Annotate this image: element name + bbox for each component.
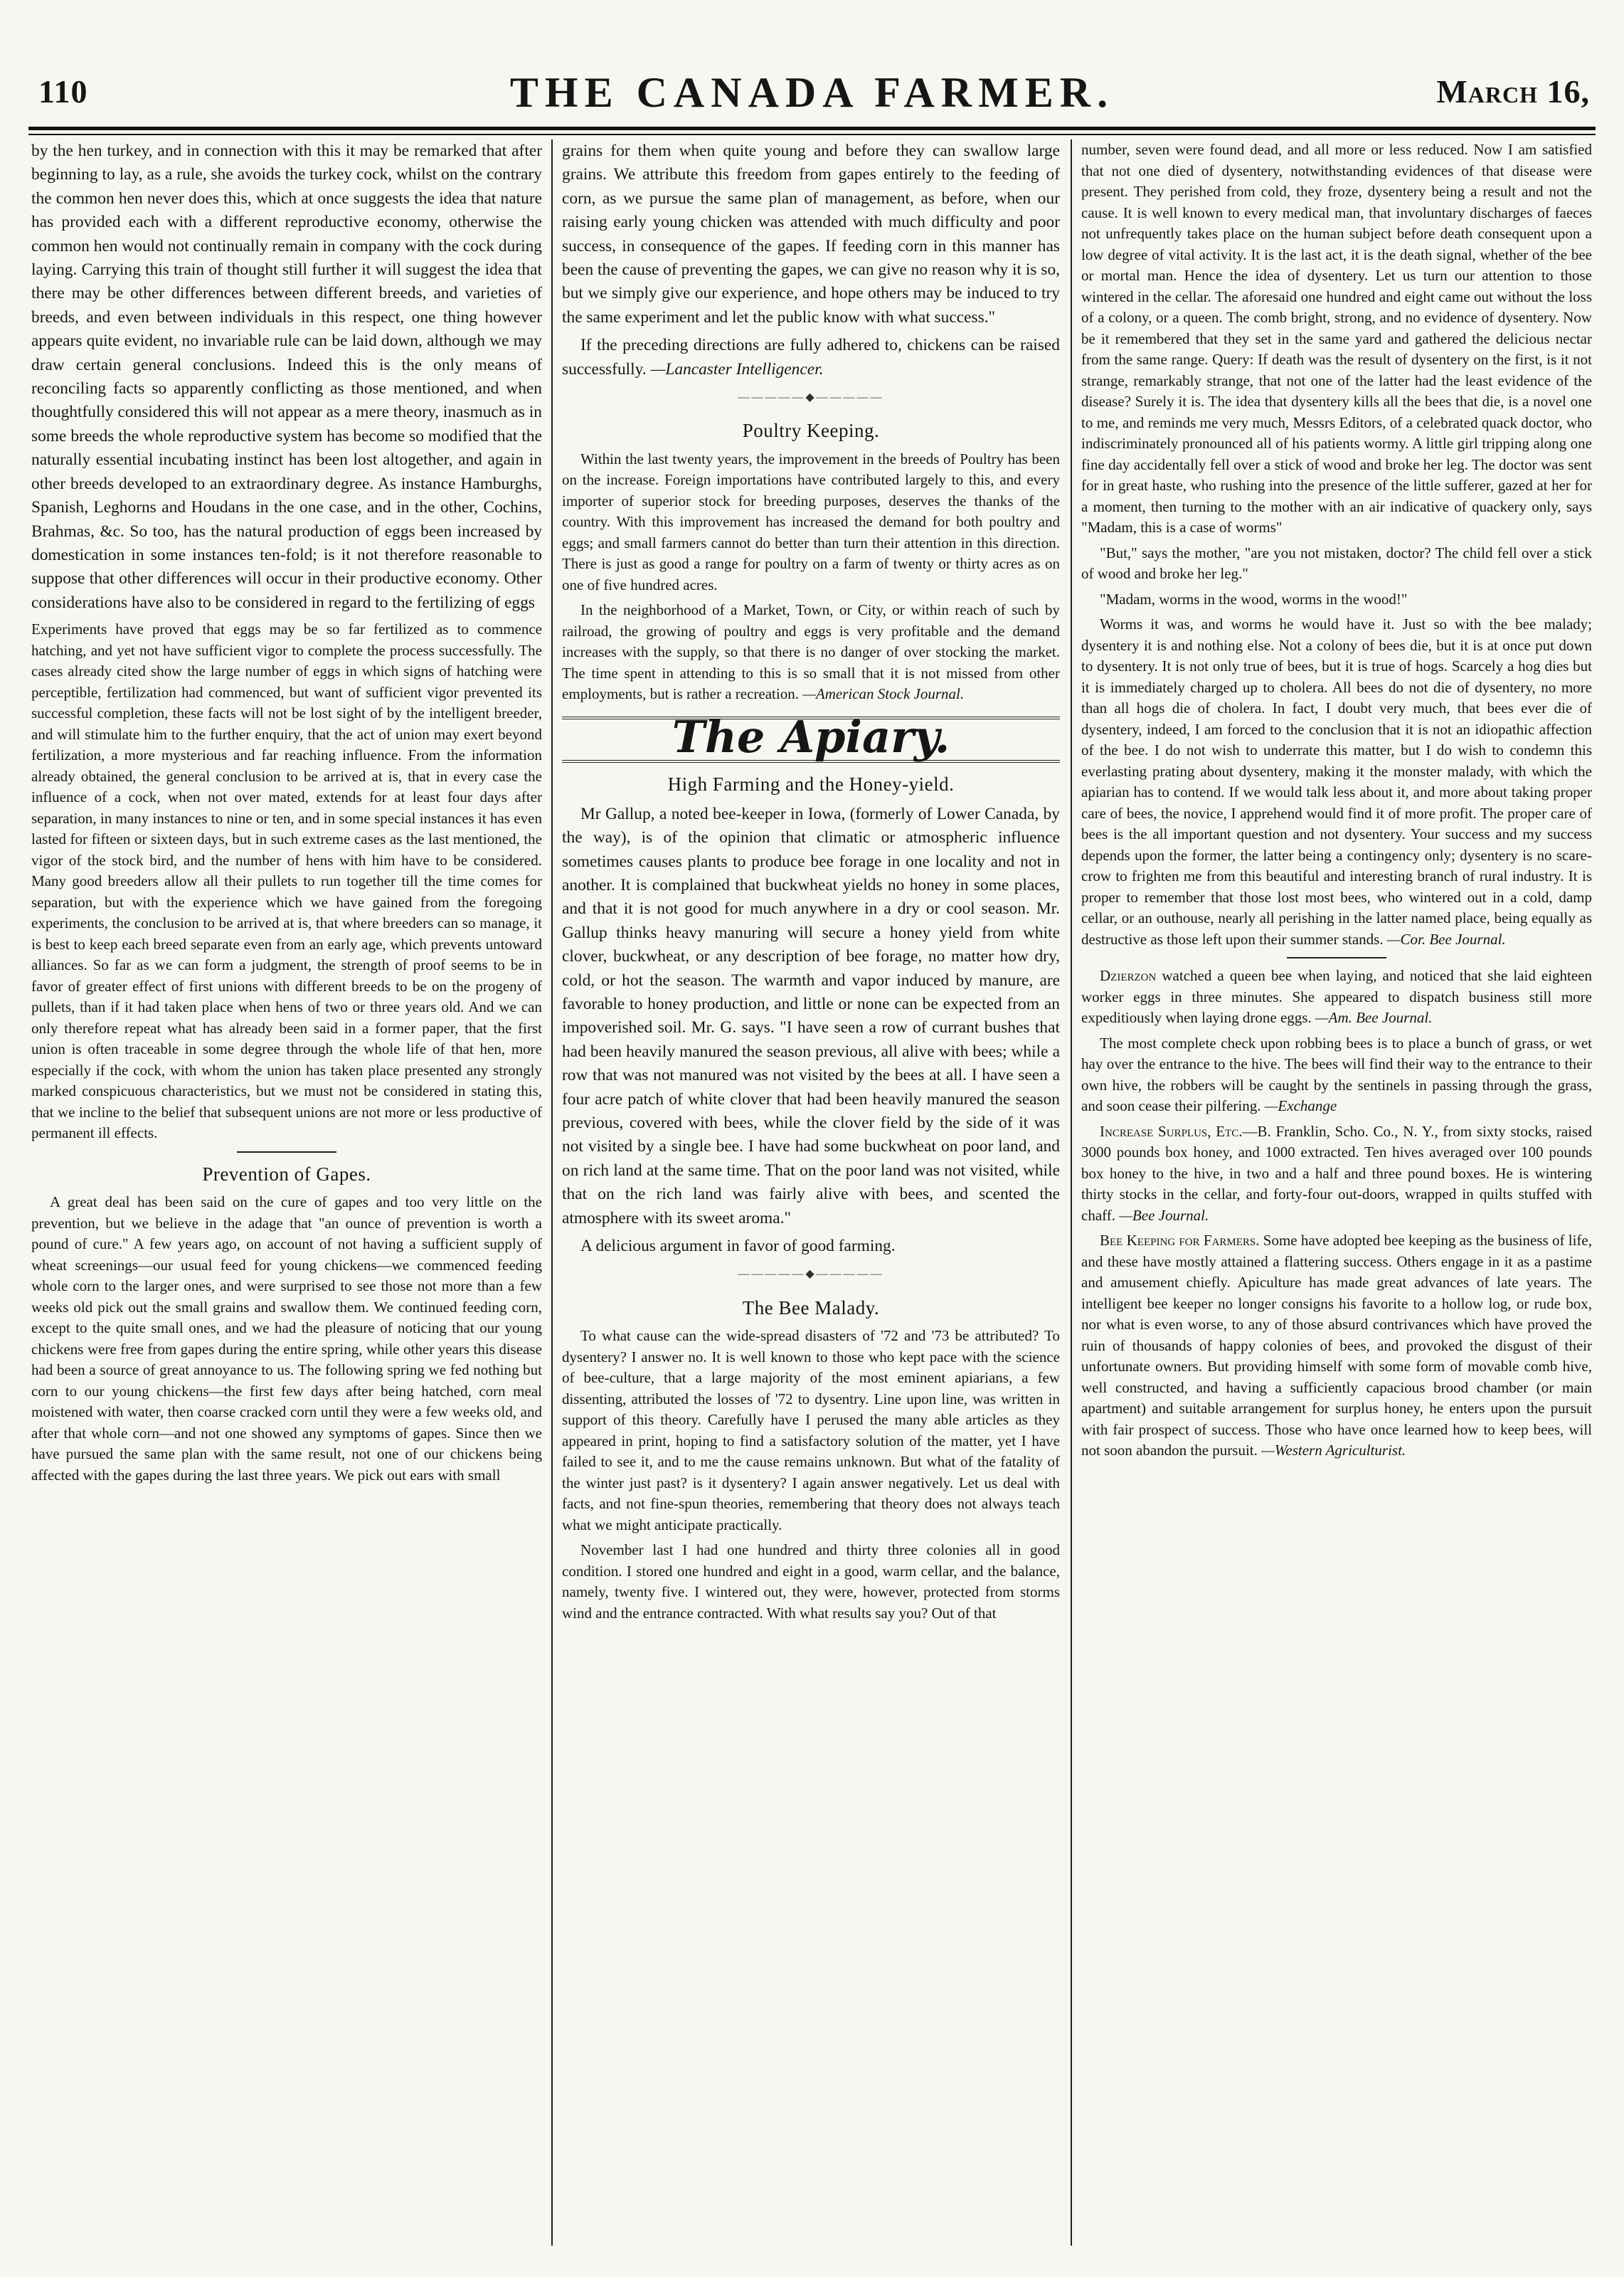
column-3 xyxy=(1081,139,1592,2246)
source-credit: —Cor. Bee Journal. xyxy=(1386,930,1506,948)
column-1 xyxy=(31,139,542,2246)
newspaper-title: THE CANADA FARMER. xyxy=(509,69,1115,116)
lead-word: Dzierzon xyxy=(1100,967,1157,984)
heading-prevention-of-gapes: Prevention of Gapes. xyxy=(202,1163,371,1185)
article-paragraph: number, seven were found dead, and all more or less reduced. Now I am satisfied that not one died of dysentery, notwithstanding evidences of that disease were present. They perished from cold, they froze, dysentery being a result and not the cause. It is well known to every medical man, that involuntary discharges of faeces not unfrequently takes place on the human subject before death consequent upon a low degree of vital activity. It is the last act, it is the death signal, whether of the bee or mortal man. Hence the idea of dysentery. Let us turn our attention to those wintered in the cellar. The aforesaid one hundred and eight came out without the loss of a colony, or a queen. The comb bright, strong, and no evidence of dysentery. Now be it remembered that they set in the same yard and gathered the delicious nectar from the same range. Query: If death was the result of dysentery on the first, is it not strange, remarkably strange, that not one of the latter had the least evidence of the disease? Surely it is. The idea that dysentery kills all the bees that die, is a novel one to me, and reminds me very much, Messrs Editors, of a celebrated quack doctor, who indiscriminately pronounced all of his patients wormy. A little girl tripping along one fine day accidentally fell over a stick of wood and broke her leg. The doctor was sent for in great haste, who rushing into the presence of the little sufferer, gazed at her for a moment, then turning to the mother with an air indicative of quackery only, says "Madam, this is a case of worms" xyxy=(1081,141,1592,536)
paragraph-text: Some have adopted bee keeping as the business of life, and these have mostly attained a flattering success. Others engage in it as a pastime and amusement chiefly. Apiculture has made great advances of late years. The intelligent bee keeper no longer consigns his favorite to a hollow log, or rude box, nor what is even worse, to any of those absurd contrivances which have proved the ruin of thousands of happy colonies of bees, and provoked the disgust of their unfortunate owners. But providing himself with some form of movable comb hive, well constructed, and having a sufficiently capacious brood chamber (or main apartment) and suitable arrangement for surplus honey, he enters upon the pursuit with fair prospect of success. Those who have once learned how to keep bees, will not soon abandon the pursuit. xyxy=(1081,1232,1592,1459)
masthead xyxy=(28,68,1596,125)
heading-high-farming: High Farming and the Honey-yield. xyxy=(667,773,955,796)
paragraph-text: —B. Franklin, Scho. Co., N. Y., from sixty stocks, raised 3000 pounds box honey, and 1000 extracted. Ten hives averaged over 100 pounds box honey to the hive, in two and a half and three pound boxes. He is wintering thirty stocks in the cellar, and forty-four out-doors, wrapped in quilts stuffed with chaff. xyxy=(1081,1122,1592,1224)
column-divider xyxy=(551,139,553,2246)
lead-word: Increase Surplus, Etc. xyxy=(1100,1122,1243,1140)
article-paragraph: grains for them when quite young and before they can swallow large grains. We attribute this freedom from gapes entirely to the feeding of corn, as we pursue the same plan of management, as before, when our raising early young chicken was attended with much difficulty and poor success, in consequence of the gapes. If feeding corn in this manner has been the cause of preventing the gapes, we can give no reason why it is so, but we simply give our experience, and hope others may be induced to try the same experiment and let the public know with what success." xyxy=(562,142,1060,327)
source-credit: —Lancaster Intelligencer. xyxy=(650,359,824,379)
paragraph-text: If the preceding directions are fully adhered to, chickens can be raised successfully. xyxy=(562,336,1060,379)
issue-date: March 16, xyxy=(1436,73,1590,110)
article-paragraph xyxy=(1081,1121,1592,1227)
source-credit: —Western Agriculturist. xyxy=(1261,1442,1406,1459)
article-paragraph xyxy=(1081,614,1592,950)
source-credit: —American Stock Journal. xyxy=(802,685,965,703)
article-paragraph xyxy=(1081,1033,1592,1117)
paragraph-text: watched a queen bee when laying, and noticed that she laid eighteen worker eggs in three minutes. She appeared to dispatch business still more expeditiously when laying drone eggs. xyxy=(1081,967,1592,1026)
page-number: 110 xyxy=(38,73,88,110)
article-paragraph xyxy=(1081,966,1592,1029)
column-2 xyxy=(562,139,1060,2246)
article-paragraph: by the hen turkey, and in connection with this it may be remarked that after beginning to lay, as a rule, she avoids the turkey cock, whilst on the contrary the common hen never does this, which at once suggests the idea that nature has provided each with a different reproductive economy, otherwise the common hen would not continually remain in company with the cock during laying. Carrying this train of thought still further it will suggest the idea that there may be other differences between different breeds, and varieties of breeds, and even between individuals in this respect, one thing however appears quite evident, no invariable rule can be laid down, although we may draw certain general conclusions. Indeed this is the only means of reconciling facts so apparently conflicting as those mentioned, and when thoughtfully considered this will not appear as a mere theory, inasmuch as in some breeds the whole reproductive system has become so modified that the naturally essential incubating instinct has been lost altogether, and again in other breeds developed to an extraordinary degree. As instance Hamburghs, Spanish, Leghorns and Houdans in the one case, and in the other, Cochins, Brahmas, &c. So too, has the natural production of eggs been increased by domestication in some instances ten-fold; is it not therefore reasonable to suppose that other differences will occur in their productive economy. Other considerations have also to be considered in regard to the fertilizing of eggs xyxy=(31,142,542,612)
masthead-rule xyxy=(28,127,1596,130)
masthead-rule-thin xyxy=(28,134,1596,135)
article-paragraph: A delicious argument in favor of good farming. xyxy=(580,1237,896,1255)
article-paragraph: To what cause can the wide-spread disasters of '72 and '73 be attributed? To dysentery? I answer no. It is well known to those who kept pace with the science of bee-culture, that a large majority of the most eminent apiarians, a few dissenting, attributed the losses of '72 to dysentry. Line upon line, was written in support of this theory. Carefully have I perused the many able articles as they appeared in print, hoping to find a satisfactory solution of the matter, yet I have failed to see it, and to me the cause remains unknown. But what of the fatality of the winter just past? is it dysentery? I again answer negatively. Let us deal with facts, and not fine-spun theories, remembering that theory does not always teach what we might anticipate practically. xyxy=(562,1327,1060,1533)
article-paragraph xyxy=(562,334,1060,381)
divider xyxy=(1287,957,1386,958)
article-paragraph: November last I had one hundred and thirty three colonies all in good condition. I stored one hundred and eight in a good, warm cellar, and the balance, namely, twenty five. I wintered out, they were, however, protected from storms wind and the entrance contracted. With what results say you? Out of that xyxy=(562,1541,1060,1622)
article-paragraph: "But," says the mother, "are you not mistaken, doctor? The child fell over a stick of wood and broke her leg." xyxy=(1081,544,1592,582)
section-title-apiary: The Apiary. xyxy=(672,710,950,763)
article-paragraph: "Madam, worms in the wood, worms in the wood!" xyxy=(1100,590,1408,608)
ornament-divider: —————◆————— xyxy=(738,391,884,404)
source-credit: —Exchange xyxy=(1264,1097,1337,1114)
source-credit: —Am. Bee Journal. xyxy=(1315,1009,1433,1026)
ornament-divider: —————◆————— xyxy=(738,1268,884,1281)
paragraph-text: In the neighborhood of a Market, Town, or City, or within reach of such by railroad, the growing of poultry and eggs is very profitable and the demand increases with the supply, so that there is no danger of over stocking the market. The time spent in attending to this is so small that it is not missed from other employments, but is rather a recreation. xyxy=(562,601,1060,703)
heading-bee-malady: The Bee Malady. xyxy=(742,1296,880,1319)
article-paragraph xyxy=(1081,1230,1592,1462)
source-credit: —Bee Journal. xyxy=(1119,1206,1209,1224)
article-paragraph: Experiments have proved that eggs may be so far fertilized as to commence hatching, and yet not have sufficient vigor to complete the process successfully. The cases already cited show the large number of eggs in which signs of hatching were perceptible, fertilization had commenced, but want of sufficient vigor prevented its successful completion, these facts will not be lost sight of by the intelligent breeder, and will stimulate him to the further enquiry, that the act of union may exert beyond fertilization, a more mysterious and far reaching influence. From the information already obtained, the general conclusion to be arrived at is, that in every case the influence of a cock, when not over mated, extends for at least four days after separation, in many instances to nine or ten, and in some special instances it has even lasted for fifteen or sixteen days, but in such extreme cases as the last mentioned, the vigor of the stock bird, and the number of hens with him have to be considered. Many good breeders allow all their pullets to run together till the time comes for separation, but with the experience which we have gained from the foregoing experiments, the conclusion to be arrived at is, that where breeders can so manage, it is best to keep each breed separate even from an early age, which prevents untoward alliances. So far as we can form a judgment, the strength of proof seems to be in favor of greater effect of first unions with different breeds to be on the progeny of pullets, than if it had taken place when hens of two or three years old. And we can only therefore repeat what has already been said in a former paper, that the first union is often traceable in some degree through the whole life of that hen, more especially if the cock, with whom the union has taken place presented any strongly marked conspicuous characteristics, but we must not be considered in stating this, that we incline to the belief that subsequent unions are not more or less productive of permanent ill effects. xyxy=(31,620,542,1142)
article-paragraph: Mr Gallup, a noted bee-keeper in Iowa, (formerly of Lower Canada, by the way), is of the opinion that climatic or atmospheric influence sometimes causes plants to produce bee forage in one locality and not in another. It is complained that buckwheat yields no honey in some places, and that it is not good for much anywhere in a dry or cool season. Mr. Gallup thinks heavy manuring will secure a honey yield from white clover, buckwheat, or any description of bee forage, no matter how dry, cold, or hot the season. The warmth and vapor induced by manure, are favorable to honey production, and little or none can be expected from an impoverished soil. Mr. G. says. "I have seen a row of currant bushes that had been heavily manured the season previous, all alive with bees; while a row that was not manured was not visited by the bees at all. I have seen a four acre patch of white clover that had been heavily manured the season previous, covered with bees, while the clover field by the side of it was not visited by a single bee. I have had some buckwheat on poor land, and on rich land at the same time. That on the poor land was not visited, while that on the rich land was fairly alive with bees, and scented the atmosphere with its sweet aroma." xyxy=(562,804,1060,1227)
article-paragraph: A great deal has been said on the cure of gapes and too very little on the prevention, but we believe in the adage that "an ounce of prevention is worth a pound of cure." A few years ago, on account of not having a sufficient supply of wheat screenings—our usual feed for young chickens—we commenced feeding whole corn to the larger ones, and were surprised to see those not more than a few weeks old pick out the small grains and swallow them. We continued feeding corn, except to the quite small ones, and we had the pleasure of noticing that our young chickens were free from gapes during the entire spring, while other years this disease had been a source of great annoyance to us. The following spring we fed nothing but corn to our young chickens—the first few days after being hatched, corn meal moistened with water, then coarse cracked corn until they were a few weeks old, and after that whole corn—and not one showed any symptoms of gapes. Since then we have pursued the same plan with the same result, not one of our chickens being affected with the gapes during the last three years. We pick out ears with small xyxy=(31,1193,542,1484)
lead-word: Bee Keeping for Farmers. xyxy=(1100,1232,1260,1249)
column-divider xyxy=(1071,139,1072,2246)
divider xyxy=(237,1151,336,1153)
article-paragraph: Within the last twenty years, the improvement in the breeds of Poultry has been on the increase. Foreign importations have contributed largely to this, and every importer of superior stock for breeding purposes, deserves the thanks of the country. With this improvement has increased the demand for both poultry and eggs; and small farmers cannot do better than turn their attention in this direction. There is just as good a range for poultry on a farm of twenty or thirty acres as on one of five hundred acres. xyxy=(562,450,1060,593)
article-paragraph xyxy=(562,600,1060,705)
paragraph-text: Worms it was, and worms he would have it. Just so with the bee malady; dysentery it is and nothing else. Not a colony of bees die, but it is at once put down to dysentery. It is not only true of bees, but it is true of hogs. Scarcely a hog dies but it is immediately charged up to cholera. All bees do not die of dysentery, no more than all hogs die of cholera. In fact, I doubt very much, that bees ever die of dysentery, indeed, I am forced to the conclusion that it is not an idiopathic affection of the bee. I do not wish to underrate this matter, but I do wish to condemn this everlasting prating about dysentery, making it the monster malady, with which the apiarian has to contend. If we would talk less about it, and more about taking proper care of bees, the novice, I apprehend would find it of more profit. The proper care of bees is the all important question and not dysentery. Your success and my success depends upon the former, the latter being a contingency only; dysentery is no scare-crow to frighten me from this beautiful and interesting branch of rural industry. It is proper to remember that those lost most bees, who wintered out in a cold, damp cellar, or an outhouse, nearly all perishing in the latter named place, being equally as destructive as those left upon their summer stands. xyxy=(1081,616,1592,948)
paragraph-text: The most complete check upon robbing bees is to place a bunch of grass, or wet hay over the entrance to the hive. The bees will find their way to the entrance to their own hive, the robbers will be caught by the sentinels in passing through the grass, and soon cease their pilfering. xyxy=(1081,1034,1592,1114)
heading-poultry-keeping: Poultry Keeping. xyxy=(742,420,880,442)
